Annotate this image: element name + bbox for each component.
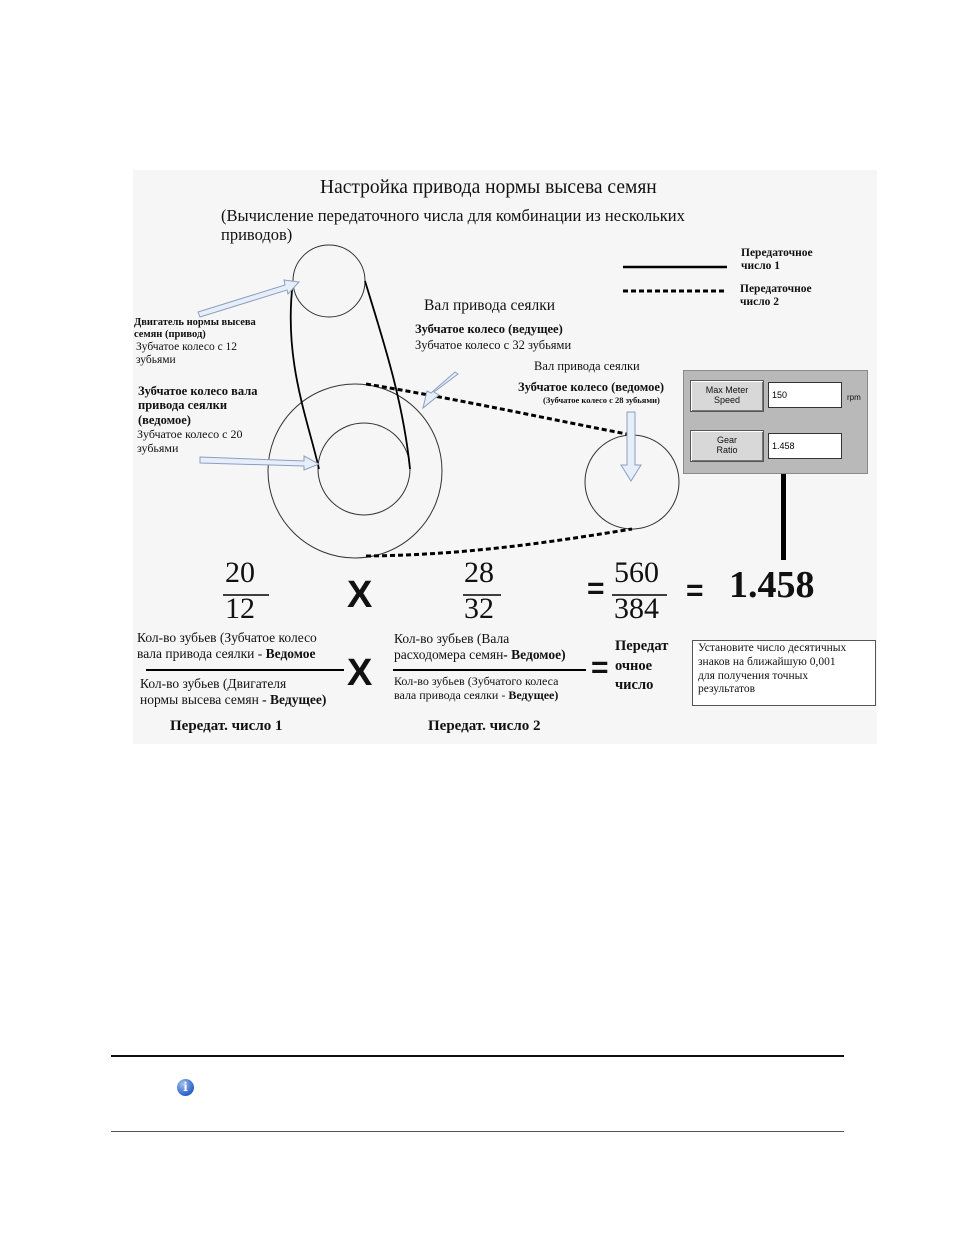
large-gear-circle [268, 384, 442, 558]
chain1-right [365, 281, 410, 469]
frac3-denominator: 384 [614, 592, 659, 625]
shaft-label-top: Вал привода сеялки [424, 297, 556, 314]
legend-ratio1-label: Передаточное число 1 [741, 247, 813, 273]
gear-ratio-button[interactable]: Gear Ratio [690, 430, 764, 462]
arrow-drive-gear [423, 372, 458, 408]
chain1-left [291, 281, 319, 469]
rpm-unit: rpm [847, 393, 861, 402]
drive-gear-label: Зубчатое колесо (ведущее) [415, 322, 563, 336]
frac1-numerator: 20 [225, 556, 255, 589]
motor-gear-teeth: Зубчатое колесо с 12 зубьями [136, 341, 238, 367]
times-sign-1: X [347, 574, 373, 616]
times-sign-2: X [347, 652, 373, 694]
text-frac1-numerator: Кол-во зубьев (Зубчатое колесо вала привода сеялки - Ведомое [137, 630, 317, 661]
gear-ratio-result: 1.458 [729, 564, 815, 606]
arrow-driven [200, 456, 319, 470]
gear-ratio-input[interactable] [768, 433, 842, 459]
arrow-right-gear [621, 412, 641, 481]
bottom-divider [111, 1131, 844, 1132]
gear-ratio-figure [133, 170, 877, 744]
result-label: Передат очное число [615, 638, 669, 694]
frac3-numerator: 560 [614, 556, 659, 589]
figure-title: Настройка привода нормы высева семян [320, 177, 657, 198]
top-divider [111, 1055, 844, 1057]
arrow-motor [198, 280, 299, 317]
frac2-denominator: 32 [464, 592, 494, 625]
settings-panel [683, 370, 868, 474]
figure-subtitle: (Вычисление передаточного числа для комбинации из нескольких приводов) [221, 206, 685, 244]
right-gear-teeth: (Зубчатое колесо с 28 зубьями) [543, 395, 660, 405]
driven-gear-teeth: Зубчатое колесо с 20 зубьями [137, 427, 243, 455]
max-meter-speed-button[interactable]: Max Meter Speed [690, 380, 764, 412]
max-meter-speed-input[interactable] [768, 382, 842, 408]
motor-label: Двигатель нормы высева семян (привод) [134, 317, 256, 341]
equals-sign-3: = [591, 651, 609, 684]
driven-gear-label: Зубчатое колесо вала привода сеялки (ведомое) [138, 384, 258, 427]
frac1-denominator: 12 [225, 592, 255, 625]
chain2-bottom [366, 529, 632, 556]
frac2-numerator: 28 [464, 556, 494, 589]
equals-sign-1: = [587, 572, 605, 605]
decimal-tip-box: Установите число десятичных знаков на ближайшую 0,001 для получения точных результатов [692, 640, 876, 706]
text-frac1-denominator: Кол-во зубьев (Двигателя нормы высева семян - Ведущее) [140, 676, 327, 707]
shaft-label-right: Вал привода сеялки [534, 359, 640, 373]
caption-ratio1: Передат. число 1 [170, 718, 283, 734]
legend-ratio2-label: Передаточное число 2 [740, 283, 812, 309]
drive-gear-teeth: Зубчатое колесо с 32 зубьями [415, 338, 572, 352]
equals-sign-2: = [686, 574, 704, 607]
info-icon: i [177, 1079, 194, 1096]
small-driven-gear-circle [318, 423, 410, 515]
text-frac2-numerator: Кол-во зубьев (Вала расходомера семян- Ведомое) [394, 631, 566, 662]
caption-ratio2: Передат. число 2 [428, 718, 541, 734]
motor-gear-circle [293, 245, 365, 317]
right-gear-label: Зубчатое колесо (ведомое) [518, 380, 665, 394]
text-frac2-denominator: Кол-во зубьев (Зубчатого колеса вала привода сеялки - Ведущее) [394, 674, 559, 702]
